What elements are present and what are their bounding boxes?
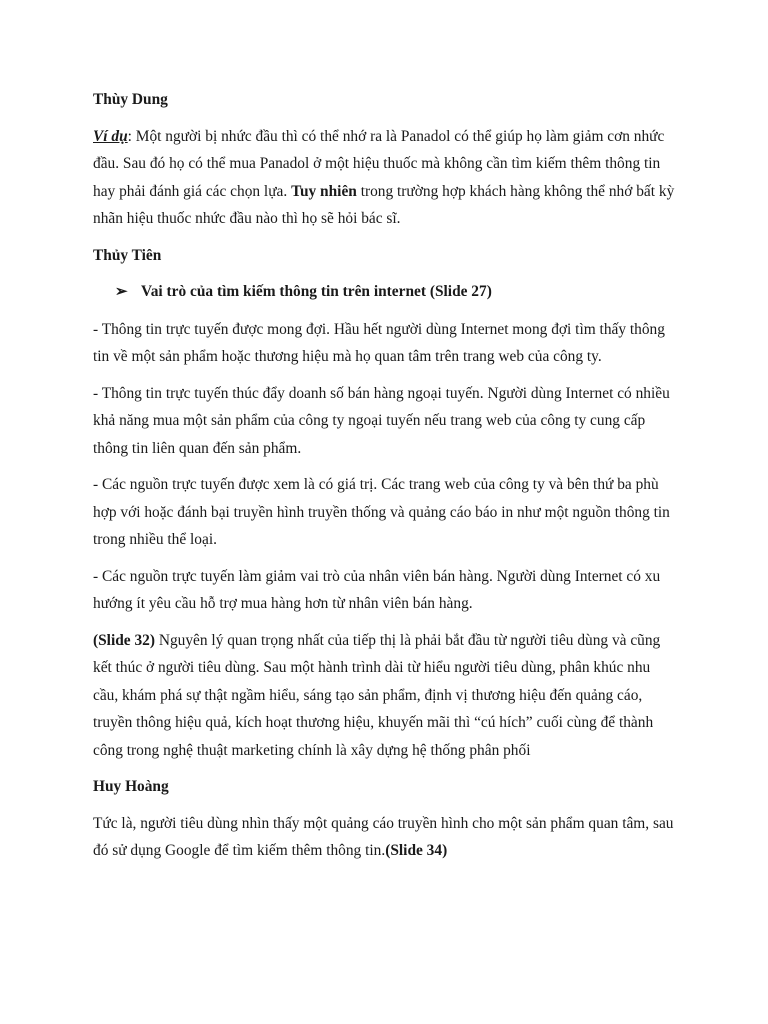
point-paragraph-3: - Các nguồn trực tuyến được xem là có giá trị. Các trang web của công ty và bên thứ ba phù hợp với hoặc đánh bại truyền hình truyền thống và quảng cáo báo in như một nguồn thông tin trong nhiều thể loại. [93, 476, 670, 548]
slide32-text: Nguyên lý quan trọng nhất của tiếp thị là phải bắt đầu từ người tiêu dùng và cũng kết thúc ở người tiêu dùng. Sau một hành trình dài từ hiểu người tiêu dùng, phân khúc nhu cầu, khám phá sự thật ngầm hiểu, sáng tạo sản phẩm, định vị thương hiệu đến quảng cáo, truyền thông hiệu quả, kích hoạt thương hiệu, khuyến mãi thì “cú hích” cuối cùng để thành công trong nghệ thuật marketing chính là xây dựng hệ thống phân phối [93, 631, 661, 759]
example-label: Ví dụ [93, 127, 128, 145]
bullet-heading-text: Vai trò của tìm kiếm thông tin trên internet (Slide 27) [141, 283, 492, 300]
arrowhead-bullet-icon: ➢ [115, 284, 128, 300]
example-text-part1: : Một người bị nhức đầu thì có thể nhớ ra là Panadol có thể giúp họ làm giảm cơn nhức đầu. Sau đó họ có thể mua Panadol ở một hiệu thuốc mà không cần tìm kiếm thêm thông tin hay phải đánh giá các chọn lựa. [93, 127, 665, 200]
bullet-heading [93, 278, 678, 307]
point-paragraph-4: - Các nguồn trực tuyến làm giảm vai trò của nhân viên bán hàng. Người dùng Internet có xu hướng ít yêu cầu hỗ trợ mua hàng hơn từ nhân viên bán hàng. [93, 567, 661, 612]
final-text: Tức là, người tiêu dùng nhìn thấy một quảng cáo truyền hình cho một sản phẩm quan tâm, sau đó sử dụng Google để tìm kiếm thêm thông tin. [93, 814, 674, 859]
document-body [93, 86, 678, 874]
example-bold-word: Tuy nhiên [291, 182, 357, 200]
heading-thuy-tien: Thủy Tiên [93, 246, 162, 264]
slide32-paragraph [93, 627, 678, 765]
slide34-label: (Slide 34) [385, 842, 448, 859]
final-paragraph [93, 810, 678, 865]
heading-thuy-dung: Thùy Dung [93, 91, 168, 108]
example-paragraph [93, 123, 678, 233]
point-paragraph-2: - Thông tin trực tuyến thúc đẩy doanh số bán hàng ngoại tuyến. Người dùng Internet có nhiều khả năng mua một sản phẩm của công ty ngoại tuyến nếu trang web của công ty cung cấp thông tin liên quan đến sản phẩm. [93, 384, 670, 457]
example-text-part2: trong trường hợp khách hàng không thể nhớ bất kỳ nhãn hiệu thuốc nhức đầu nào thì họ sẽ hỏi bác sĩ. [93, 182, 675, 227]
point-paragraph-1: - Thông tin trực tuyến được mong đợi. Hầu hết người dùng Internet mong đợi tìm thấy thông tin về một sản phẩm hoặc thương hiệu mà họ quan tâm trên trang web của công ty. [93, 320, 665, 365]
slide32-label: (Slide 32) [93, 631, 155, 649]
heading-huy-hoang: Huy Hoàng [93, 778, 169, 795]
